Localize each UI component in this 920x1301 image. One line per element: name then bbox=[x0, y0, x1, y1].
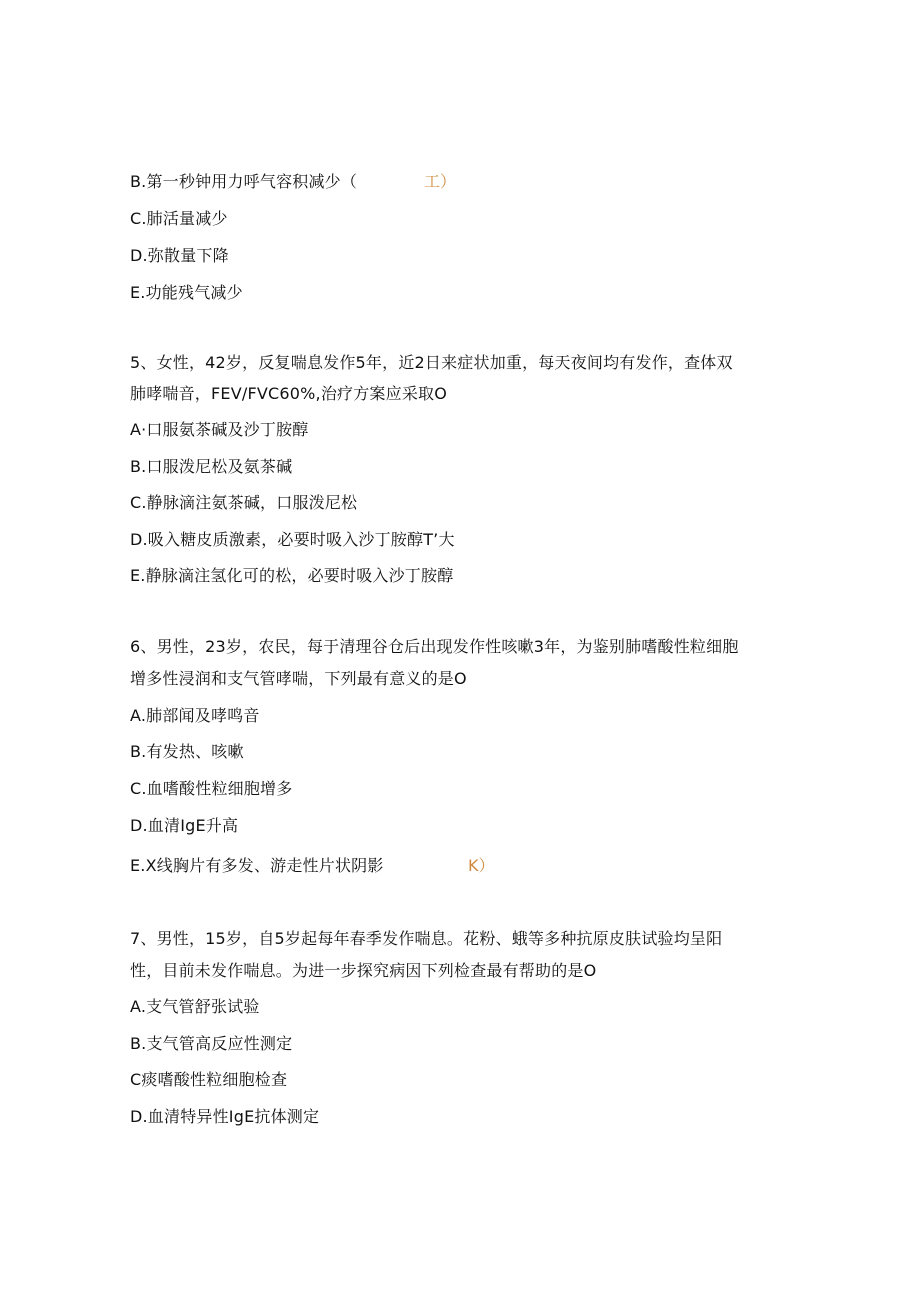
q6-stem-line1: 6、男性，23岁，农民，每于清理谷仓后出现发作性咳嗽3年，为鉴别肺嗜酸性粒细胞 bbox=[130, 637, 739, 656]
q5-option-b: B.口服泼尼松及氨茶碱 bbox=[130, 457, 293, 476]
q7-option-c: C痰嗜酸性粒细胞检查 bbox=[130, 1070, 288, 1089]
q7-option-d: D.血清特异性IgE抗体测定 bbox=[130, 1107, 320, 1126]
q6-option-d: D.血清IgE升高 bbox=[130, 816, 239, 835]
q6-option-e: E.X线胸片有多发、游走性片状阴影 bbox=[130, 856, 384, 875]
q5-option-c: C.静脉滴注氨茶碱，口服泼尼松 bbox=[130, 493, 358, 512]
q5-option-d: D.吸入糖皮质激素，必要时吸入沙丁胺醇T’大 bbox=[130, 530, 455, 549]
prev-option-b-mark: 工） bbox=[424, 172, 457, 191]
q5-option-a: A·口服氨茶碱及沙丁胺醇 bbox=[130, 420, 309, 439]
q6-option-e-mark: K） bbox=[468, 856, 495, 875]
q7-stem-line2: 性，目前未发作喘息。为进一步探究病因下列检查最有帮助的是O bbox=[130, 961, 597, 980]
q7-stem-line1: 7、男性，15岁，自5岁起每年春季发作喘息。花粉、蛾等多种抗原皮肤试验均呈阳 bbox=[130, 929, 723, 948]
q6-option-a: A.肺部闻及哮鸣音 bbox=[130, 706, 260, 725]
prev-option-d: D.弥散量下降 bbox=[130, 246, 229, 265]
q5-stem-line2: 肺哮喘音，FEV/FVC60%,治疗方案应采取O bbox=[130, 384, 448, 403]
prev-option-b: B.第一秒钟用力呼气容积减少（ bbox=[130, 172, 358, 191]
q6-option-b: B.有发热、咳嗽 bbox=[130, 742, 244, 761]
prev-option-c: C.肺活量减少 bbox=[130, 209, 228, 228]
q7-option-b: B.支气管高反应性测定 bbox=[130, 1034, 293, 1053]
q6-option-c: C.血嗜酸性粒细胞增多 bbox=[130, 779, 293, 798]
q5-option-e: E.静脉滴注氢化可的松，必要时吸入沙丁胺醇 bbox=[130, 566, 454, 585]
q6-stem-line2: 增多性浸润和支气管哮喘，下列最有意义的是O bbox=[130, 669, 467, 688]
q5-stem-line1: 5、女性，42岁，反复喘息发作5年，近2日来症状加重，每天夜间均有发作，查体双 bbox=[130, 353, 733, 372]
prev-option-e: E.功能残气减少 bbox=[130, 283, 243, 302]
q7-option-a: A.支气管舒张试验 bbox=[130, 997, 260, 1016]
